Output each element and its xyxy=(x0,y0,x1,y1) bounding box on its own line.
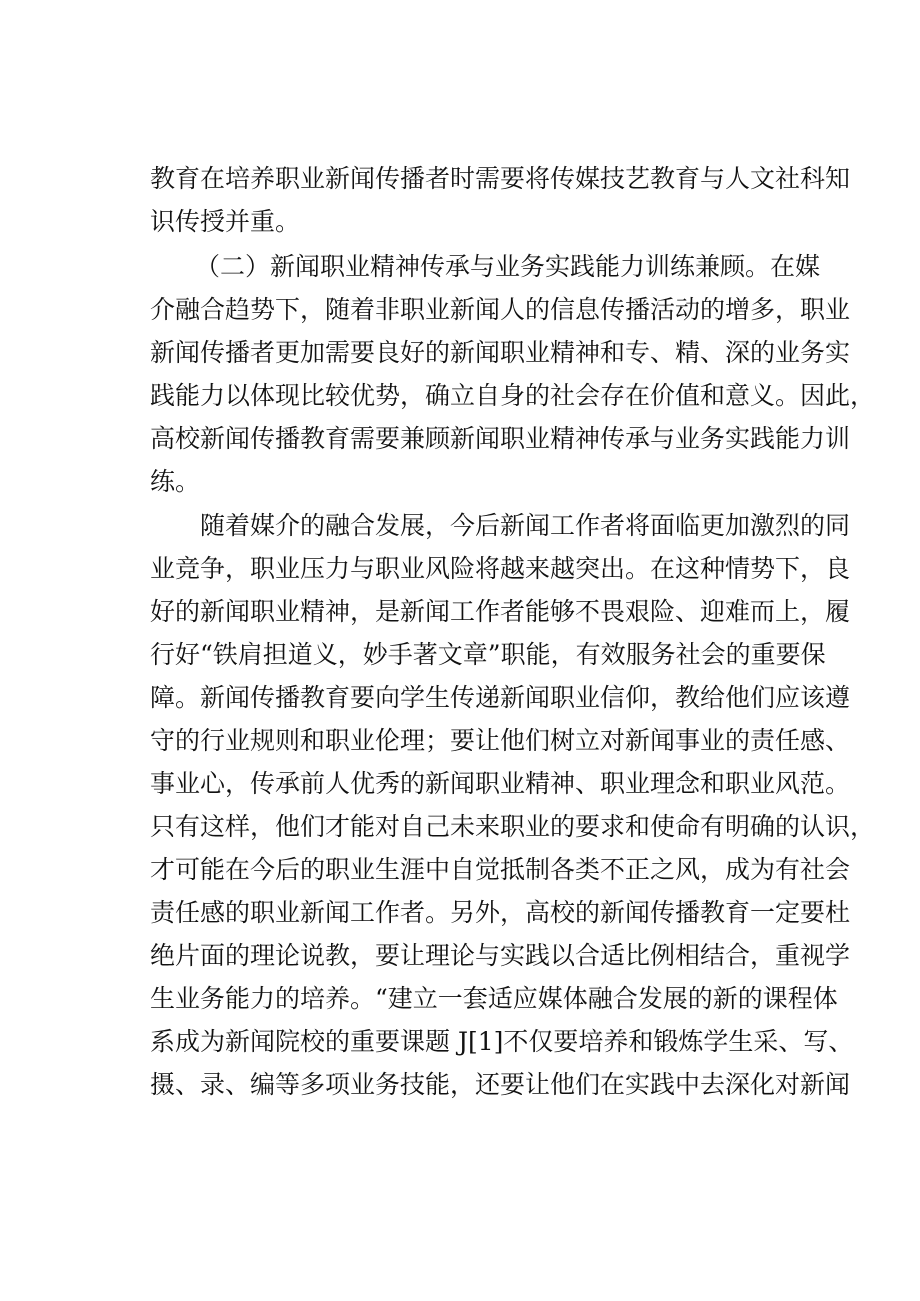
text-line: 责任感的职业新闻工作者。另外，高校的新闻传播教育一定要杜 xyxy=(150,898,851,927)
text-line: 只有这样，他们才能对自己未来职业的要求和使命有明确的认识， xyxy=(150,812,876,841)
text-line: 才可能在今后的职业生涯中自觉抵制各类不正之风，成为有社会 xyxy=(150,855,851,884)
text-line: 高校新闻传播教育需要兼顾新闻职业精神传承与业务实践能力训 xyxy=(150,424,851,453)
text-line: 践能力以体现比较优势，确立自身的社会存在价值和意义。因此， xyxy=(150,381,876,410)
text-line: 摄、录、编等多项业务技能，还要让他们在实践中去深化对新闻 xyxy=(150,1070,851,1099)
text-line: 行好“铁肩担道义，妙手著文章”职能，有效服务社会的重要保 xyxy=(150,640,826,669)
text-line: 事业心，传承前人优秀的新闻职业精神、职业理念和职业风范。 xyxy=(150,769,851,798)
text-line: 识传授并重。 xyxy=(150,207,301,236)
text-line: 系成为新闻院校的重要课题 J[1]不仅要培养和锻炼学生采、写、 xyxy=(150,1027,854,1056)
text-line: 生业务能力的培养。“建立一套适应媒体融合发展的新的课程体 xyxy=(150,984,838,1013)
text-line: 教育在培养职业新闻传播者时需要将传媒技艺教育与人文社科知 xyxy=(150,164,851,193)
paragraph-1 xyxy=(150,157,851,243)
text-line: 守的行业规则和职业伦理；要让他们树立对新闻事业的责任感、 xyxy=(150,726,851,755)
text-line: 障。新闻传播教育要向学生传递新闻职业信仰，教给他们应该遵 xyxy=(150,683,851,712)
text-line: 练。 xyxy=(150,467,201,496)
section-heading-line: （二）新闻职业精神传承与业务实践能力训练兼顾。在媒 xyxy=(195,252,821,281)
text-line: 介融合趋势下，随着非职业新闻人的信息传播活动的增多，职业 xyxy=(150,295,851,324)
text-line: 随着媒介的融合发展，今后新闻工作者将面临更加激烈的同 xyxy=(200,511,851,540)
text-line: 好的新闻职业精神，是新闻工作者能够不畏艰险、迎难而上，履 xyxy=(150,597,851,626)
text-line: 绝片面的理论说教，要让理论与实践以合适比例相结合，重视学 xyxy=(150,941,851,970)
paragraph-2 xyxy=(150,245,876,503)
text-line: 新闻传播者更加需要良好的新闻职业精神和专、精、深的业务实 xyxy=(150,338,851,367)
text-line: 业竞争，职业压力与职业风险将越来越突出。在这种情势下，良 xyxy=(150,554,851,583)
paragraph-3 xyxy=(150,504,876,1106)
